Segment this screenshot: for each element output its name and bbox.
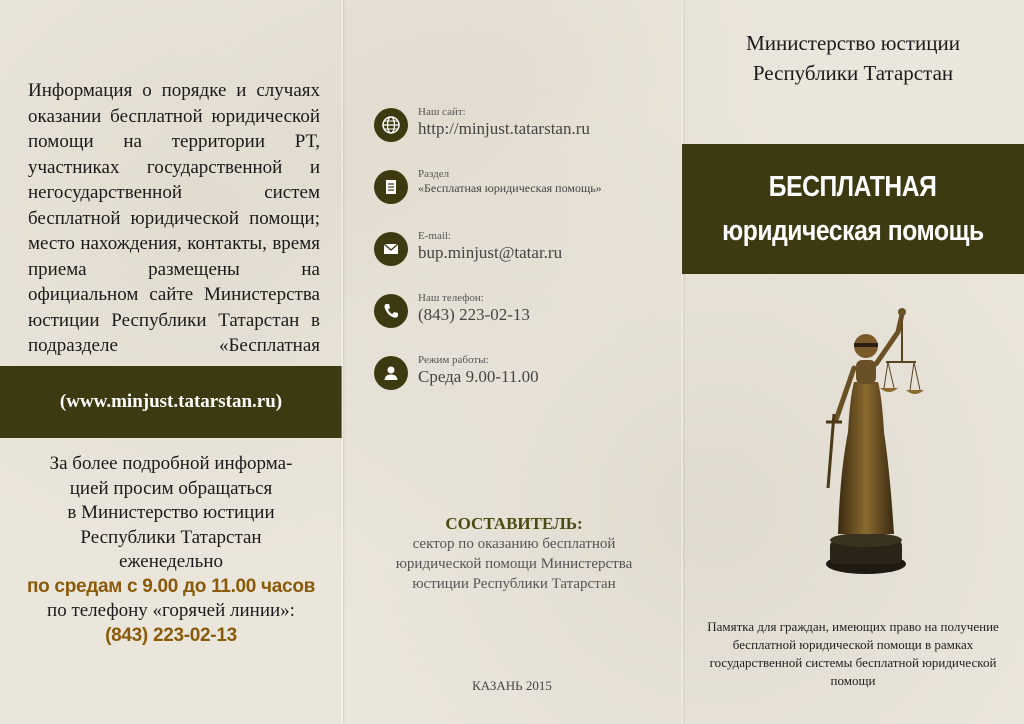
section-name: «Бесплатная юридическая помощь» (418, 181, 602, 195)
compiler-block (372, 514, 656, 594)
contact-hours (374, 354, 539, 390)
contact-label: Наш телефон: (418, 292, 484, 304)
ministry-name (682, 28, 1024, 88)
contact-section (374, 168, 602, 204)
title-band (682, 144, 1024, 274)
highlight-days: по средам с 9.00 до 11.00 часов (26, 575, 316, 597)
middle-panel (342, 0, 682, 724)
contact-label: Режим работы: (418, 354, 489, 366)
contact-line: цией просим обращаться (69, 477, 273, 499)
globe-icon (374, 108, 408, 142)
left-panel (0, 0, 342, 724)
intro-text: Информация о порядке и случаях оказании бесплатной юридической помощи на территории РТ, участниках государственной и негосударственной систем бесплатной юридической помощи; место нахождения, контакты, время приема размещены на официальном сайте Министерства юстиции Республики Татарстан в подразделе «Бесплатная (28, 80, 320, 356)
compiler-text: сектор по оказанию бесплатной юридической помощи Министерства юстиции Республики Татарстан (395, 536, 633, 592)
ministry-line: Республики Татарстан (752, 61, 954, 85)
site-band: (www.minjust.tatarstan.ru) (0, 366, 342, 438)
title-line: юридическая помощь (722, 215, 984, 247)
themis-statue-image (808, 302, 928, 582)
contact-label: Раздел (418, 168, 450, 180)
hotline-text: по телефону «горячей линии»: (47, 600, 295, 621)
contact-line: Республики Татарстан (80, 526, 262, 548)
contact-info (20, 452, 322, 648)
right-panel (682, 0, 1024, 724)
compiler-heading: СОСТАВИТЕЛЬ: (445, 514, 583, 533)
phone-number[interactable]: (843) 223-02-13 (418, 305, 530, 324)
work-hours: Среда 9.00-11.00 (418, 367, 539, 386)
contact-phone (374, 292, 530, 328)
contact-email (374, 230, 562, 266)
contact-label: Наш сайт: (418, 106, 466, 118)
hotline-phone: (843) 223-02-13 (105, 624, 237, 646)
city-year: КАЗАНЬ 2015 (472, 678, 552, 693)
contact-label: E-mail: (418, 230, 451, 242)
email-link[interactable]: bup.minjust@tatar.ru (418, 243, 563, 262)
memo-text: Памятка для граждан, имеющих право на получение бесплатной юридической помощи в рамках государственной системы бесплатной юридической помощи (707, 619, 999, 688)
person-icon (374, 356, 408, 390)
contact-line: За более подробной информа- (49, 453, 293, 474)
document-icon (374, 170, 408, 204)
contact-line: в Министерство юстиции (67, 502, 275, 523)
contact-website (374, 106, 590, 142)
website-link[interactable]: http://minjust.tatarstan.ru (418, 119, 590, 138)
phone-icon (374, 294, 408, 328)
contact-line: еженедельно (118, 551, 223, 572)
envelope-icon (374, 232, 408, 266)
ministry-line: Министерство юстиции (746, 31, 960, 55)
title-line: БЕСПЛАТНАЯ (769, 171, 937, 203)
